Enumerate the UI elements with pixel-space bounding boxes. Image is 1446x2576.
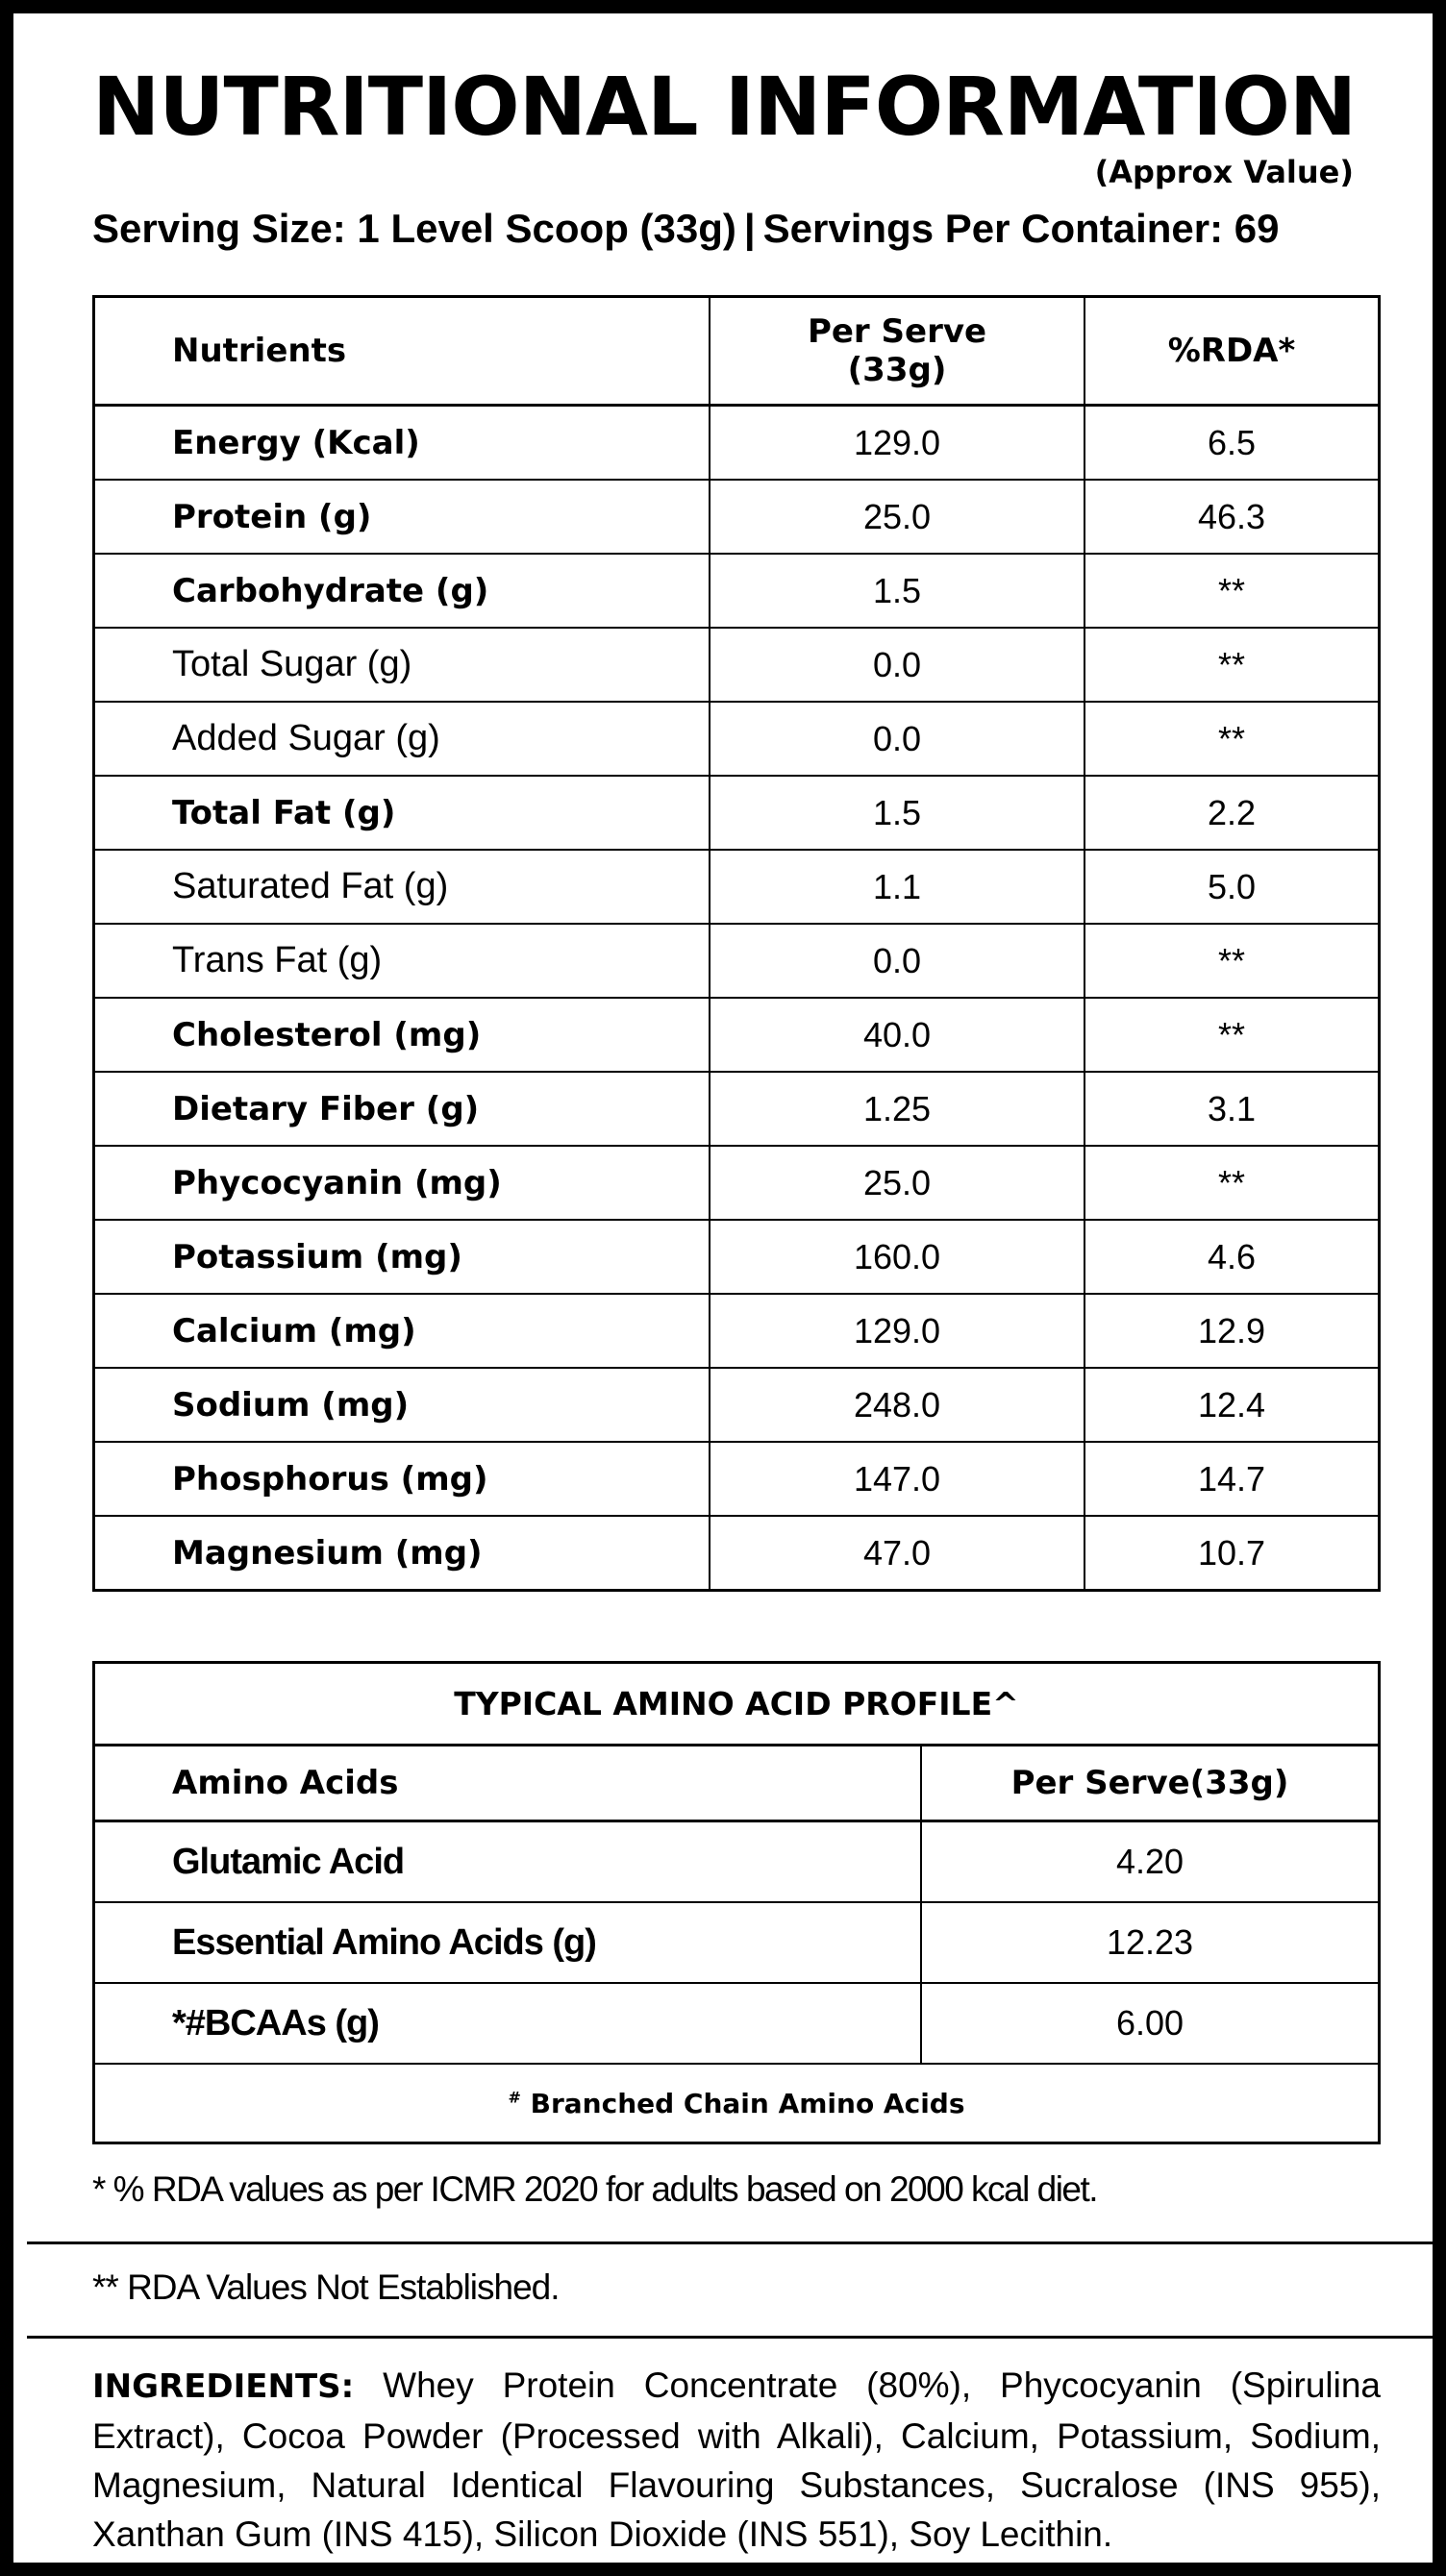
table-row [94, 702, 1380, 776]
nutrition-table-body [94, 406, 1380, 1591]
table-row [94, 1821, 1380, 1903]
table-row [94, 628, 1380, 702]
table-row [94, 1072, 1380, 1146]
rda-not-established-note: ** RDA Values Not Established. [92, 2267, 560, 2307]
divider [27, 2336, 1446, 2339]
nutrient-rda: 6.5 [1084, 406, 1380, 481]
nutrient-rda: 3.1 [1084, 1072, 1380, 1146]
nutrient-rda: ** [1084, 702, 1380, 776]
nutrient-per-serve: 160.0 [710, 1220, 1084, 1294]
col-header-per-serve [710, 297, 1084, 406]
amino-table-title: TYPICAL AMINO ACID PROFILE^ [94, 1663, 1380, 1746]
nutrient-name: Potassium (mg) [94, 1220, 711, 1294]
col-header-amino-acids: Amino Acids [94, 1746, 922, 1821]
table-row [94, 480, 1380, 554]
nutrition-table [92, 295, 1381, 1592]
nutrient-name: Dietary Fiber (g) [94, 1072, 711, 1146]
nutrient-name: Carbohydrate (g) [94, 554, 711, 628]
nutrient-rda: ** [1084, 1146, 1380, 1220]
nutrient-name: Sodium (mg) [94, 1368, 711, 1442]
nutrient-rda: 14.7 [1084, 1442, 1380, 1516]
ingredients [92, 2361, 1381, 2559]
nutrient-rda: ** [1084, 924, 1380, 998]
table-row [94, 998, 1380, 1072]
amino-acid-per-serve: 12.23 [921, 1902, 1380, 1983]
table-row [94, 1442, 1380, 1516]
page-title: NUTRITIONAL INFORMATION [92, 60, 1357, 154]
table-row [94, 1220, 1380, 1294]
amino-title-row [94, 1663, 1380, 1746]
nutrient-name: Magnesium (mg) [94, 1516, 711, 1591]
serving-separator: | [743, 206, 756, 251]
table-row [94, 406, 1380, 481]
nutrient-rda: 2.2 [1084, 776, 1380, 850]
divider [27, 2242, 1446, 2244]
footnote-text: Branched Chain Amino Acids [530, 2087, 965, 2119]
nutrient-per-serve: 1.5 [710, 554, 1084, 628]
col-header-per-serve-line2: (33g) [847, 351, 947, 389]
amino-acid-name: Essential Amino Acids (g) [94, 1902, 922, 1983]
nutrient-per-serve: 1.25 [710, 1072, 1084, 1146]
amino-acid-per-serve: 6.00 [921, 1983, 1380, 2064]
table-row [94, 1368, 1380, 1442]
nutrient-per-serve: 0.0 [710, 628, 1084, 702]
amino-acid-table [92, 1661, 1381, 2144]
col-header-rda: %RDA* [1084, 297, 1380, 406]
nutrient-name: Phosphorus (mg) [94, 1442, 711, 1516]
serving-size: Serving Size: 1 Level Scoop (33g) [92, 206, 736, 251]
nutrition-header-row [94, 297, 1380, 406]
table-row [94, 1146, 1380, 1220]
amino-acid-per-serve: 4.20 [921, 1821, 1380, 1903]
ingredients-text: Whey Protein Concentrate (80%), Phycocyanin (Spirulina Extract), Cocoa Powder (Processed with Alkali), Calcium, Potassium, Sodium, Magnesium, Natural Identical Flavouring Substances, Sucralose (INS 955), Xanthan Gum (INS 415), Silicon Dioxide (INS 551), Soy Lecithin. [92, 2365, 1381, 2554]
amino-acid-name: *#BCAAs (g) [94, 1983, 922, 2064]
table-row [94, 1983, 1380, 2064]
nutrient-rda: ** [1084, 998, 1380, 1072]
nutrient-rda: 12.9 [1084, 1294, 1380, 1368]
nutrient-rda: 46.3 [1084, 480, 1380, 554]
nutrient-per-serve: 47.0 [710, 1516, 1084, 1591]
nutrient-rda: 10.7 [1084, 1516, 1380, 1591]
table-row [94, 924, 1380, 998]
nutrient-name: Cholesterol (mg) [94, 998, 711, 1072]
amino-table-body [94, 1821, 1380, 2065]
nutrient-per-serve: 25.0 [710, 1146, 1084, 1220]
nutrient-name: Energy (Kcal) [94, 406, 711, 481]
nutrient-name: Phycocyanin (mg) [94, 1146, 711, 1220]
nutrient-name: Calcium (mg) [94, 1294, 711, 1368]
col-header-per-serve-line1: Per Serve [807, 312, 987, 351]
nutrient-per-serve: 1.5 [710, 776, 1084, 850]
table-row [94, 1516, 1380, 1591]
nutrient-per-serve: 40.0 [710, 998, 1084, 1072]
nutrient-per-serve: 0.0 [710, 702, 1084, 776]
nutrient-per-serve: 147.0 [710, 1442, 1084, 1516]
nutrient-per-serve: 25.0 [710, 480, 1084, 554]
nutrient-rda: 5.0 [1084, 850, 1380, 924]
nutrient-per-serve: 129.0 [710, 406, 1084, 481]
nutrient-name: Trans Fat (g) [94, 924, 711, 998]
nutrient-name: Saturated Fat (g) [94, 850, 711, 924]
nutrient-per-serve: 248.0 [710, 1368, 1084, 1442]
nutrient-rda: ** [1084, 628, 1380, 702]
servings-per-container: Servings Per Container: 69 [762, 206, 1280, 251]
nutrient-name: Total Sugar (g) [94, 628, 711, 702]
col-header-nutrients: Nutrients [94, 297, 711, 406]
serving-info [92, 206, 1381, 252]
col-header-amino-per-serve: Per Serve(33g) [921, 1746, 1380, 1821]
nutrient-rda: 4.6 [1084, 1220, 1380, 1294]
nutrient-rda: ** [1084, 554, 1380, 628]
table-row [94, 776, 1380, 850]
approx-value-note: (Approx Value) [1094, 154, 1354, 190]
ingredients-label: INGREDIENTS: [92, 2367, 355, 2406]
nutrient-per-serve: 0.0 [710, 924, 1084, 998]
table-row [94, 1294, 1380, 1368]
nutrient-name: Protein (g) [94, 480, 711, 554]
amino-footnote [94, 2064, 1380, 2143]
rda-note: * % RDA values as per ICMR 2020 for adults based on 2000 kcal diet. [92, 2169, 1098, 2209]
table-row [94, 1902, 1380, 1983]
nutrient-name: Total Fat (g) [94, 776, 711, 850]
amino-footnote-row [94, 2064, 1380, 2143]
table-row [94, 554, 1380, 628]
amino-acid-name: Glutamic Acid [94, 1821, 922, 1903]
nutrient-per-serve: 129.0 [710, 1294, 1084, 1368]
footnote-mark: # [508, 2088, 521, 2107]
amino-header-row [94, 1746, 1380, 1821]
nutrient-name: Added Sugar (g) [94, 702, 711, 776]
nutrient-per-serve: 1.1 [710, 850, 1084, 924]
table-row [94, 850, 1380, 924]
nutrient-rda: 12.4 [1084, 1368, 1380, 1442]
